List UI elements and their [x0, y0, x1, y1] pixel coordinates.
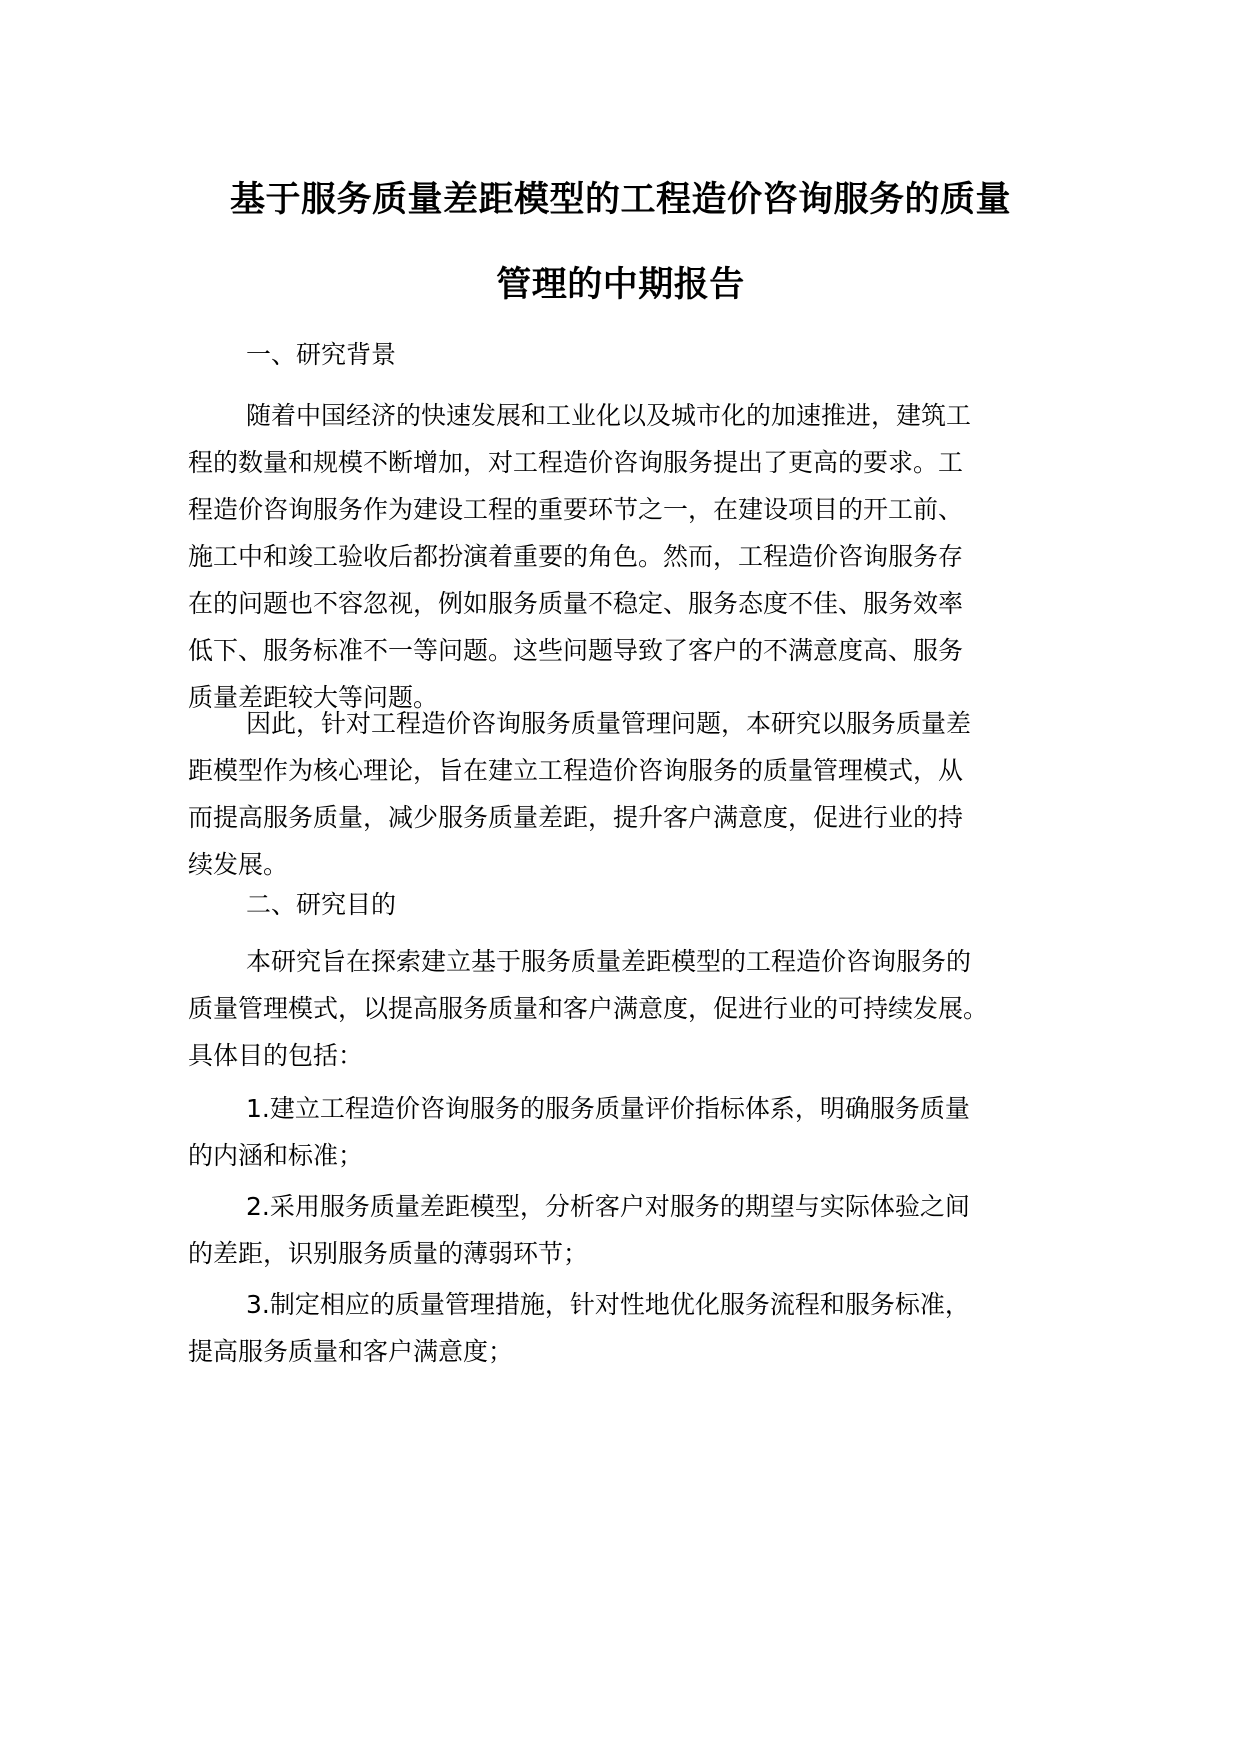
- paragraph-line: 本研究旨在探索建立基于服务质量差距模型的工程造价咨询服务的: [246, 947, 972, 976]
- paragraph-line: 随着中国经济的快速发展和工业化以及城市化的加速推进，建筑工: [246, 401, 972, 430]
- paragraph-background-2: [188, 700, 1038, 888]
- list-item-purpose-3: [188, 1281, 1038, 1375]
- paragraph-line: 低下、服务标准不一等问题。这些问题导致了客户的不满意度高、服务: [188, 636, 964, 665]
- paragraph-line: 3.制定相应的质量管理措施，针对性地优化服务流程和服务标准，: [246, 1290, 970, 1319]
- paragraph-line: 质量管理模式，以提高服务质量和客户满意度，促进行业的可持续发展。: [188, 994, 989, 1023]
- paragraph-line: 距模型作为核心理论，旨在建立工程造价咨询服务的质量管理模式，从: [188, 756, 964, 785]
- paragraph-line: 在的问题也不容忽视，例如服务质量不稳定、服务态度不佳、服务效率: [188, 589, 964, 618]
- paragraph-line: 1.建立工程造价咨询服务的服务质量评价指标体系，明确服务质量: [246, 1094, 970, 1123]
- paragraph-line: 而提高服务质量，减少服务质量差距，提升客户满意度，促进行业的持: [188, 803, 964, 832]
- paragraph-line: 2.采用服务质量差距模型，分析客户对服务的期望与实际体验之间: [246, 1192, 970, 1221]
- document-title-line-1: 基于服务质量差距模型的工程造价咨询服务的质量: [229, 180, 1011, 220]
- paragraph-line: 质量差距较大等问题。: [188, 683, 439, 712]
- paragraph-line: 施工中和竣工验收后都扮演着重要的角色。然而，工程造价咨询服务存: [188, 542, 964, 571]
- document-title-line-2: 管理的中期报告: [496, 265, 745, 305]
- paragraph-line: 程造价咨询服务作为建设工程的重要环节之一，在建设项目的开工前、: [188, 495, 964, 524]
- section-heading-background: 一、研究背景: [246, 340, 397, 369]
- section-heading-purpose: 二、研究目的: [246, 890, 397, 919]
- paragraph-line: 提高服务质量和客户满意度；: [188, 1337, 514, 1366]
- paragraph-line: 续发展。: [188, 850, 289, 879]
- paragraph-background-1: [188, 392, 1038, 721]
- paragraph-line: 程的数量和规模不断增加，对工程造价咨询服务提出了更高的要求。工: [188, 448, 964, 477]
- paragraph-line: 的内涵和标准；: [188, 1141, 364, 1170]
- paragraph-line: 具体目的包括：: [188, 1041, 364, 1070]
- paragraph-line: 因此，针对工程造价咨询服务质量管理问题，本研究以服务质量差: [246, 709, 972, 738]
- list-item-purpose-1: [188, 1085, 1038, 1179]
- paragraph-line: 的差距，识别服务质量的薄弱环节；: [188, 1239, 589, 1268]
- paragraph-purpose-intro: [188, 938, 1038, 1079]
- list-item-purpose-2: [188, 1183, 1038, 1277]
